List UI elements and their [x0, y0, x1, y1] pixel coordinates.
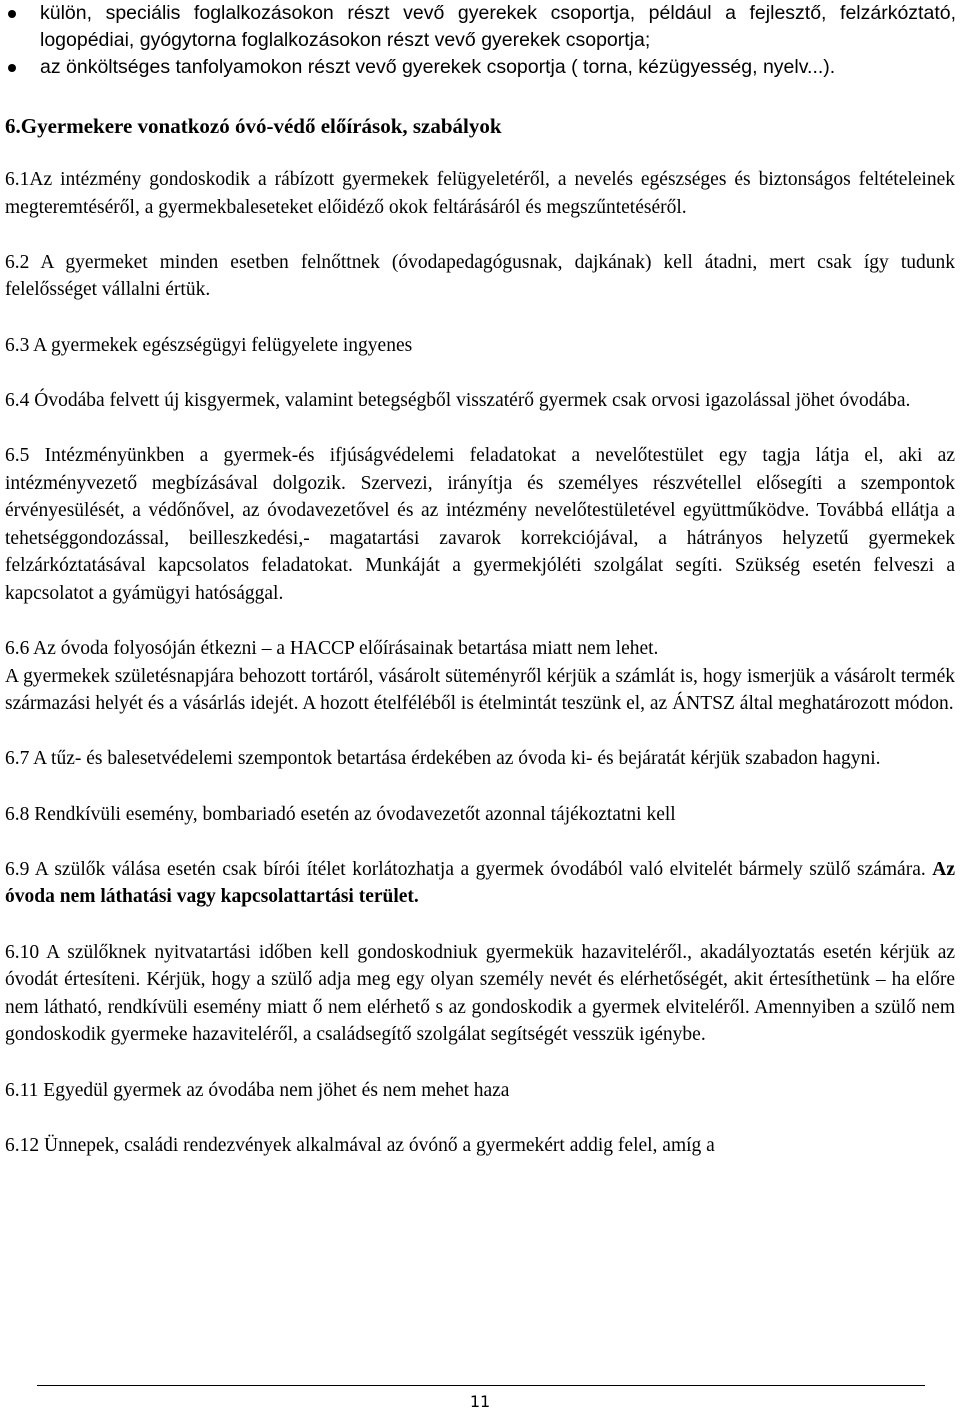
paragraph-6-9-bold-text: Az óvoda nem láthatási vagy kapcsolattartási terület.: [5, 858, 955, 908]
bullet-item: [0, 0, 960, 54]
paragraph-6-2: 6.2 A gyermeket minden esetben felnőttnek (óvodapedagógusnak, dajkának) kell átadni, mert csak így tudunk felelősséget vállalni értük.: [5, 251, 955, 301]
paragraph-6-7: 6.7 A tűz- és balesetvédelemi szempontok betartása érdekében az óvoda ki- és bejáratát kérjük szabadon hagyni.: [5, 748, 881, 770]
bullet-list: [0, 0, 960, 81]
paragraph-6-9-text: 6.9 A szülők válása esetén csak bírói ítélet korlátozhatja a gyermek óvodából való elvitelét bármely szülő számára.: [5, 858, 933, 880]
paragraph-6-11: 6.11 Egyedül gyermek az óvodába nem jöhet és nem mehet haza: [5, 1079, 510, 1101]
paragraph-6-1: 6.1Az intézmény gondoskodik a rábízott gyermekek felügyeletéről, a nevelés egészséges és biztonságos feltételeinek megteremtéséről, a gyermekbaleseteket előidéző okok feltárásáról és megszűntetéséről.: [5, 169, 955, 218]
paragraph-6-10: 6.10 A szülőknek nyitvatartási időben kell gondoskodniuk gyermekük hazaviteléről., akadályoztatás esetén kérjük az óvodát értesíteni. Kérjük, hogy a szülő adja meg egy olyan személy nevét és elérhetőségét, akit értesíthetünk – ha előre nem látható, rendkívüli esemény miatt ő nem elérhető s az gondoskodik a gyermek elviteléről. Amennyiben a szülő nem gondoskodik gyermeke hazaviteléről, a családsegítő szolgálat segítségét vesszük igénybe.: [5, 941, 955, 1046]
paragraph-6-6-first: 6.6 Az óvoda folyosóján étkezni – a HACCP előírásainak betartása miatt nem lehet.: [5, 638, 659, 660]
section-heading: 6.Gyermekere vonatkozó óvó-védő előírások, szabályok: [5, 114, 502, 138]
footer-divider: [37, 1385, 925, 1386]
paragraph-6-5: 6.5 Intézményünkben a gyermek-és ifjúságvédelemi feladatokat a nevelőtestület egy tagja látja el, aki az intézményvezető megbízásával dolgozik. Szervezi, irányítja és személyes részvétellel elősegíti a szempontok érvényesülését, a védőnővel, az óvodavezetővel és az intézmény nevelőtestületével együttműködve. Továbbá ellátja a tehetséggondozással, beilleszkedési,- magatartási zavarok korrekciójával, a hátrányos helyzetű gyermekek felzárkóztatásával kapcsolatos feladatokat. Munkáját a gyermekjóléti szolgálat segíti. Szükség esetén felveszi a kapcsolatot a gyámügyi hatósággal.: [5, 444, 955, 604]
bullet-text: külön, speciális foglalkozásokon részt vevő gyerekek csoportja, például a fejlesztő, felzárkóztató, logopédiai, gyógytorna foglalkozásokon részt vevő gyerekek csoportja;: [40, 2, 956, 51]
paragraph-6-8: 6.8 Rendkívüli esemény, bombariadó esetén az óvodavezetőt azonnal tájékoztatni kell: [5, 803, 676, 825]
paragraph-6-3: 6.3 A gyermekek egészségügyi felügyelete ingyenes: [5, 334, 413, 356]
bullet-item: [0, 54, 960, 81]
bullet-text: az önköltséges tanfolyamokon részt vevő gyerekek csoportja ( torna, kézügyesség, nyelv...).: [40, 56, 836, 78]
page-number: 11: [469, 1392, 491, 1411]
paragraph-6-12: 6.12 Ünnepek, családi rendezvények alkalmával az óvónő a gyermekért addig felel, amíg a: [5, 1134, 715, 1156]
paragraph-6-9: [5, 856, 955, 911]
paragraph-6-6-second: A gyermekek születésnapjára behozott tortáról, vásárolt süteményről kérjük a számlát is, hogy ismerjük a vásárolt termék származási helyét és a vásárlás idejét. A hozott ételféléből is ételmintát teszünk el, az ÁNTSZ által meghatározott módon.: [5, 665, 955, 715]
bullet-icon: [8, 64, 16, 72]
paragraph-6-4: 6.4 Óvodába felvett új kisgyermek, valamint betegségből visszatérő gyermek csak orvosi igazolással jöhet óvodába.: [5, 389, 911, 411]
document-body: [5, 166, 955, 1187]
bullet-icon: [8, 10, 16, 18]
